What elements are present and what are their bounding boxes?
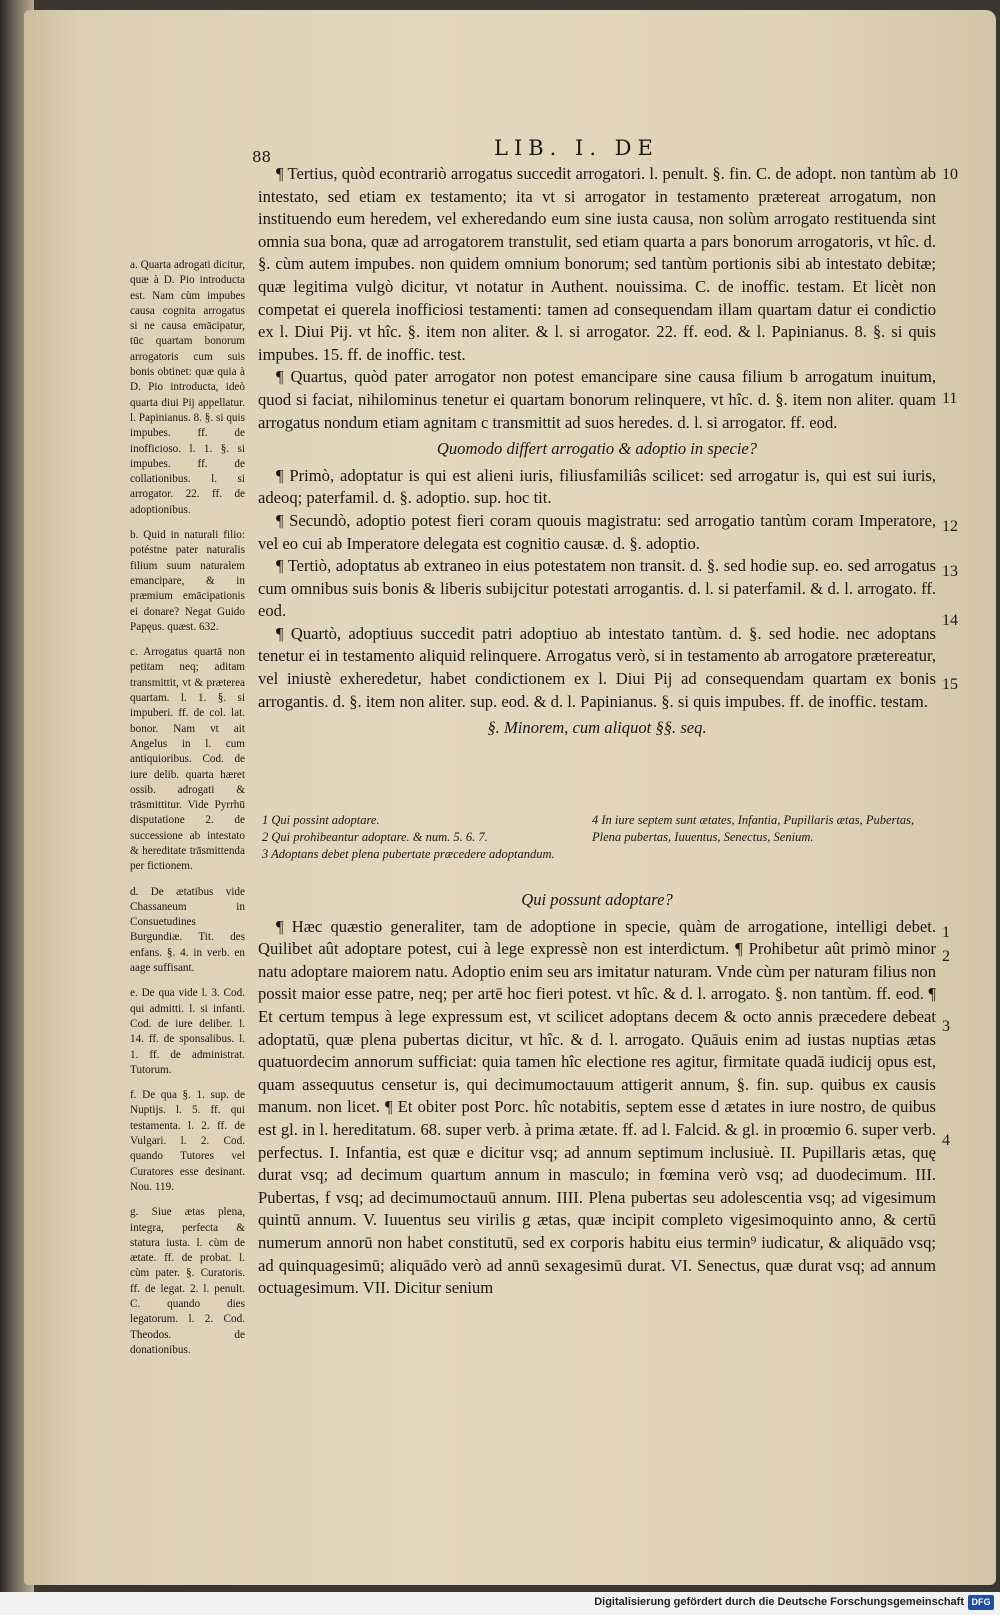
paragraph-number: 3 <box>942 1018 950 1035</box>
paragraph-tertius: ¶ Tertius, quòd econtrariò arrogatus succedit arrogatori. l. penult. §. fin. C. de adopt. non tantùm ab intestato, sed etiam ex testamento; ita vt si arrogator in testamento prætereat arrogatum, non instituendo eum heredem, vel exheredando eum sine iusta causa, non solùm arrogato restituenda sint omnia sua bona, quæ ad arrogatorem transtulit, sed etiam quarta a pars bonorum arrogatoris, vt hîc. d. §. cùm autem impubes. non quidem omnium bonorum; sed tantùm portionis sibi ab intestato debitæ; quæ legitima vulgò dicitur, vt notatur in Authent. nouissima. C. de inoffic. testam. Et licèt non competat ei querela inofficiosi testamenti: tamen ad consequendam illam quartam datur ei condictio ex l. Diui Pij. vt hîc. §. item non aliter. & l. si arrogator. 22. ff. eod. & l. Papinianus. 8. §. si quis impubes. 15. ff. de inoffic. test. <box>258 164 936 364</box>
section-heading-differt: Quomodo differt arrogatio & adoptio in specie? <box>436 439 758 459</box>
margin-note-f: f. De qua §. 1. sup. de Nuptijs. l. 5. ff. qui testamenta. l. 2. ff. de Vulgari. l. 2. Cod. quando Tutores vel Curatores esse desinant. Nou. 119. <box>130 1089 245 1193</box>
main-text-lower <box>258 885 936 1300</box>
paragraph-number: 15 <box>942 676 958 693</box>
margin-note-a: a. Quarta adrogati dicitur, quæ à D. Pio introducta est. Nam cùm impubes causa cognita arrogatus si ne causa emācipatur, tūc quartam bonorum arrogatoris cum suis bonis obtinet: quæ quia à D. Pio introducta, ideò quarta diui Pij appellatur. l. Papinianus. 8. §. si quis impubes. ff. de inofficioso. l. 1. §. si impubes. ff. de collationibus. l. si arrogator. 22. ff. de adoptionibus. <box>130 259 245 516</box>
paragraph-number: 4 <box>942 1132 950 1149</box>
dfg-logo: DFG <box>968 1595 994 1610</box>
summary-item-3: 3 Adoptans debet plena pubertate præcedere adoptandum. <box>262 847 555 861</box>
summary-item-1: 1 Qui possint adoptare. <box>262 813 380 827</box>
paragraph-number: 1 <box>942 924 950 941</box>
paragraph-primo: ¶ Primò, adoptatur is qui est alieni iuris, filiusfamiliâs scilicet: sed arrogatur is, qui est sui iuris, adeoq; paterfamil. d. §. adoptio. sup. hoc tit. <box>258 465 936 508</box>
paragraph-tertio: ¶ Tertiò, adoptatus ab extraneo in eius potestatem non transit. d. §. sed hodie sup. eo. sed arrogatus cum omnibus suis bonis & liberis subijcitur potestati arrogantis. d. l. si paterfamil. & d. l. arrogato. ff. eod. <box>258 556 936 621</box>
margin-note-e: e. De qua vide l. 3. Cod. qui admitti. l. si infanti. Cod. de iure deliber. l. 14. ff. de sponsalibus. l. 1. ff. de administrat. Tutorum. <box>130 987 245 1076</box>
running-head: LIB. I. DE <box>494 136 659 160</box>
summary-right-column <box>592 812 937 846</box>
margin-note-b: b. Quid in naturali filio: potéstne pater naturalis filium suum naturalem emancipare, & in præmium emācipationis ei donare? Negat Guido Papęus. quæst. 632. <box>130 529 245 633</box>
margin-note-c: c. Arrogatus quartā non petitam neq; aditam transmittit, vt & præterea quartam. l. 1. §. si impuberi. ff. de col. lat. bonor. Nam vt ait Angelus in l. cum antiquioribus. Cod. de iure delib. quarta hæret ossib. adrogati & trāsmittitur. Vide Pyrrhū disputatione 2. de successione ab intestato & hereditate trāsmittenda per fictionem. <box>130 646 245 873</box>
summary-item-2: 2 Qui prohibeantur adoptare. & num. 5. 6. 7. <box>262 830 488 844</box>
page-number: 88 <box>252 148 272 166</box>
summary-item-4: 4 In iure septem sunt ætates, Infantia, Pupillaris ætas, Pubertas, Plena pubertas, Iuuentus, Senectus, Senium. <box>592 813 915 844</box>
paragraph-number: 12 <box>942 518 958 535</box>
margin-notes-column <box>130 258 245 1368</box>
paragraph-haec-quaestio: ¶ Hæc quæstio generaliter, tam de adoptione in specie, quàm de arrogatione, intelligi debet. Quilibet aût adoptare potest, cui à lege expressè non est interdictum. ¶ Prohibetur aût primò minor natu adoptare maiorem natu. Adoptio enim seu ars imitatur naturam. Vnde cùm per naturam filius non possit maior esse patre, neq; per artē hoc fieri potest. vt hîc. & d. l. arrogato. §. non tantùm. ff. eod. ¶ Et certum tempus à lege expressum est, vt scilicet adoptans decem & octo annis præcedere debeat adoptatū, quæ plena pubertas dicitur, vt hîc. & d. l. arrogato. Quāuis enim ad iustas nuptias ætas quatuordecim annorum sufficiat: quia tamen hîc electione res agitur, firmitate quadā iudicij opus est, quam assequutus censetur is, qui decimumoctauum attigerit annum, §. fin. sup. quibus ex causis manum. non licet. ¶ Et obiter post Porc. hîc notabitis, septem esse d ætates in iure nostro, de quibus est gl. in l. hereditatum. 68. super verb. à prima ætate. ff. ad l. Falcid. & gl. in proœmio 6. super verb. perfectus. I. Infantia, est quæ e dicitur vsq; ad annum septimum inclusiuè. II. Pupillaris ætas, quę durat vsq; ad decimum quartum annum in masculo; in fœmina verò vsq; ad duodecimum. III. Pubertas, f vsq; ad decimumoctauū annum. IIII. Plena pubertas seu adolescentia vsq; ad vigesimum quintū annum. V. Iuuentus seu virilis g ætas, quæ incipit completo vigesimoquinto anno, & certū numerum annorū non habet constitutū, sed ex corporis habitu eius termin⁹ iudicatur, & aliquādo vsq; ad quinquagesimū; aliquādo verò ad annū sexagesimū durat. VI. Senectus, quæ durat vsq; ad annum octuagesimum. VII. Dicitur senium <box>258 916 936 1298</box>
paragraph-number: 2 <box>942 948 950 965</box>
margin-note-d: d. De ætatibus vide Chassaneum in Consuetudines Burgundiæ. Tit. des enfans. §. 4. in verb. en aage suffisant. <box>130 885 245 975</box>
footer-credit: Digitalisierung gefördert durch die Deutsche Forschungsgemeinschaft <box>594 1596 964 1608</box>
paragraph-number: 14 <box>942 612 958 629</box>
paragraph-number: 11 <box>942 390 958 407</box>
paragraph-quarto: ¶ Quartò, adoptiuus succedit patri adoptiuo ab intestato tantùm. d. §. sed hodie. nec adoptans tenetur ei in testamento aliquid relinquere. Arrogatus verò, si in testamento ab arrogatore prætereatur, vel iniustè exheredetur, habet condictionem ex l. Diui Pij ad consequendam quartam ex bonis arrogantis. d. §. item non aliter. sup. eod. & d. l. Papinianus. §. si quis impubes. ff. de inoffic. testam. <box>258 623 936 711</box>
margin-note-g: g. Siue ætas plena, integra, perfecta & statura iusta. l. cùm de ætate. ff. de probat. l. cùm pater. §. Curatoris. ff. de legat. 2. l. penult. C. quando dies legatorum. l. 2. Cod. Theodos. de donationibus. <box>130 1206 245 1356</box>
paragraph-number: 10 <box>942 166 958 183</box>
paragraph-quartus: ¶ Quartus, quòd pater arrogator non potest emancipare sine causa filium b arrogatum inuitum, quod si faciat, nihilominus tenetur ei quartam bonorum relinquere, vt hîc. d. §. item non aliter. quam arrogatus nondum etiam agnitam c transmittit ad suos heredes. d. l. si arrogator. ff. eod. <box>258 367 936 432</box>
paragraph-number: 13 <box>942 563 958 580</box>
section-heading-qui-possunt: Qui possunt adoptare? <box>521 890 673 909</box>
paragraph-secundo: ¶ Secundò, adoptio potest fieri coram quouis magistratu: sed arrogatio tantùm coram Imperatore, vel eo cui ab Imperatore delegata est cognitio causæ. d. §. adoptio. <box>258 510 936 553</box>
summary-left-column <box>262 812 572 863</box>
digitization-footer <box>0 1592 1000 1615</box>
section-heading-minorem: §. Minorem, cum aliquot §§. seq. <box>487 718 707 738</box>
main-text-upper <box>258 163 936 744</box>
summary-block <box>262 812 940 872</box>
